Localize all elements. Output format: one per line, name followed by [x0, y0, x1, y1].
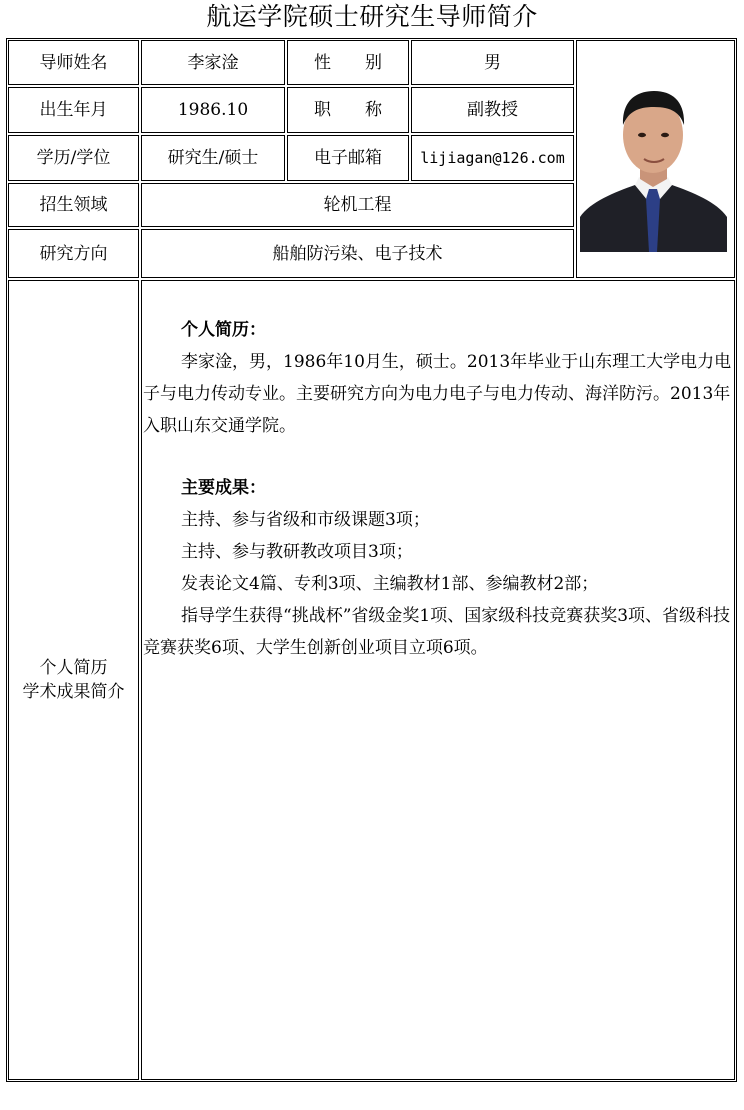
left-eye	[638, 133, 646, 137]
label-bio	[8, 280, 139, 1080]
label-birth: 出生年月	[8, 87, 139, 133]
value-name: 李家淦	[141, 40, 285, 85]
label-degree: 学历/学位	[8, 135, 139, 181]
label-bio-line1: 个人简历	[39, 658, 108, 678]
label-title: 职 称	[287, 87, 409, 133]
value-title: 副教授	[411, 87, 574, 133]
value-degree: 研究生/硕士	[141, 135, 285, 181]
bio-achievement-2: 主持、参与教研教改项目3项；	[181, 542, 413, 562]
bio-achievement-3: 发表论文4篇、专利3项、主编教材1部、参编教材2部；	[181, 574, 599, 594]
bio-heading-achievements: 主要成果：	[181, 478, 266, 498]
portrait-photo	[580, 67, 727, 252]
bio-achievement-1: 主持、参与省级和市级课题3项；	[181, 510, 430, 530]
value-research: 船舶防污染、电子技术	[141, 229, 574, 278]
value-email: lijiagan@126.com	[411, 135, 574, 181]
bio-content	[143, 314, 735, 664]
label-email: 电子邮箱	[287, 135, 409, 181]
value-gender: 男	[411, 40, 574, 85]
bio-heading-resume: 个人简历：	[181, 320, 266, 340]
label-name: 导师姓名	[8, 40, 139, 85]
bio-achievement-4: 指导学生获得“挑战杯”省级金奖1项、国家级科技竞赛获奖3项、省级科技竞赛获奖6项、大学生创新创业项目立项6项。	[143, 606, 731, 658]
label-bio-line2: 学术成果简介	[22, 682, 125, 702]
label-gender: 性 别	[287, 40, 409, 85]
value-birth: 1986.10	[141, 87, 285, 133]
bio-resume-text: 李家淦，男，1986年10月生，硕士。2013年毕业于山东理工大学电力电子与电力传动专业。主要研究方向为电力电子与电力传动、海洋防污。2013年入职山东交通学院。	[143, 352, 732, 436]
portrait-svg	[580, 67, 727, 252]
right-eye	[661, 133, 669, 137]
value-field: 轮机工程	[141, 183, 574, 227]
label-research: 研究方向	[8, 229, 139, 278]
page-title: 航运学院硕士研究生导师简介	[206, 2, 538, 31]
label-field: 招生领域	[8, 183, 139, 227]
